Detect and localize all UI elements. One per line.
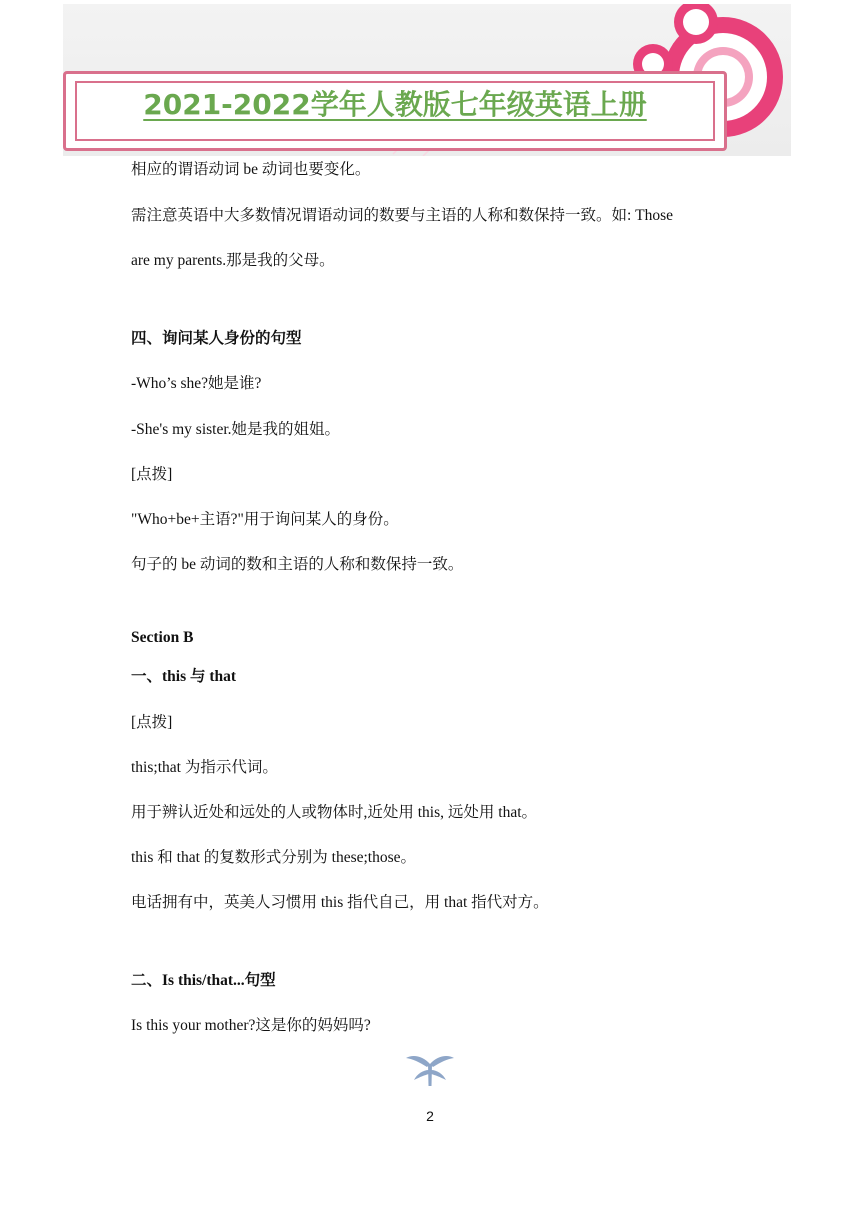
paragraph-line: this;that 为指示代词。	[131, 759, 278, 776]
section-title: Section B	[131, 629, 194, 646]
paragraph-line: Is this your mother?这是你的妈妈吗?	[131, 1017, 371, 1034]
page-number: 2	[426, 1108, 434, 1124]
tip-label: [点拨]	[131, 714, 173, 731]
paragraph-line: 句子的 be 动词的数和主语的人称和数保持一致。	[131, 556, 464, 573]
tip-label: [点拨]	[131, 466, 173, 483]
section-heading: 一、this 与 that	[131, 668, 237, 685]
paragraph-line: -Who’s she?她是谁?	[131, 375, 262, 392]
paragraph-line: -She's my sister.她是我的姐姐。	[131, 421, 341, 438]
paragraph-line: 相应的谓语动词 be 动词也要变化。	[131, 161, 371, 178]
sprout-icon	[405, 1050, 455, 1088]
paragraph-line: are my parents.那是我的父母。	[131, 252, 335, 269]
paragraph-line: "Who+be+主语?"用于询问某人的身份。	[131, 511, 399, 528]
section-heading: 二、Is this/that...句型	[131, 972, 276, 989]
paragraph-line: this 和 that 的复数形式分别为 these;those。	[131, 849, 417, 866]
paragraph-line: 用于辨认近处和远处的人或物体时,近处用 this, 远处用 that。	[131, 804, 538, 821]
paragraph-line: 需注意英语中大多数情况谓语动词的数要与主语的人称和数保持一致。如: Those	[131, 207, 674, 224]
paragraph-line: 电话拥有中，英美人习惯用 this 指代自己，用 that 指代对方。	[131, 894, 549, 911]
section-heading: 四、询问某人身份的句型	[131, 330, 302, 347]
title-frame	[63, 71, 727, 151]
page-title: 2021-2022学年人教版七年级英语上册	[143, 88, 647, 121]
